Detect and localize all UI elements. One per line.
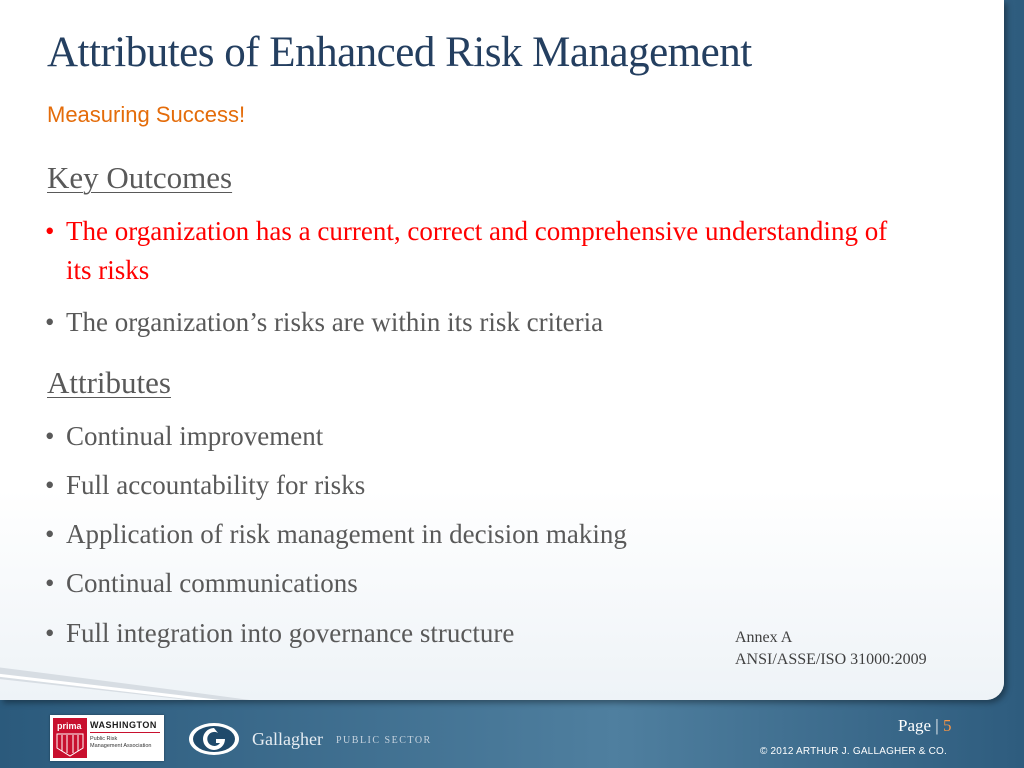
- bullet-marker: •: [45, 618, 55, 648]
- prima-washington-logo: [50, 715, 164, 761]
- attribute-item: [45, 466, 905, 505]
- standard-reference: ANSI/ASSE/ISO 31000:2009: [735, 651, 927, 668]
- bullet-marker: •: [45, 216, 55, 246]
- brand-name: Gallagher: [252, 729, 323, 749]
- bullet-marker: •: [45, 421, 55, 451]
- annex-label: Annex A: [735, 629, 793, 646]
- page-indicator: [898, 716, 951, 736]
- attribute-text: Application of risk management in decision making: [66, 519, 627, 549]
- attribute-item: [45, 614, 685, 653]
- attributes-heading: Attributes: [47, 365, 171, 400]
- prima-description: Public Risk Management Association: [90, 736, 152, 749]
- bullet-marker: •: [45, 307, 55, 337]
- decorative-swoosh: [0, 655, 260, 700]
- attribute-text: Continual improvement: [66, 421, 324, 451]
- page-number: 5: [942, 716, 952, 735]
- prima-state-label: WASHINGTON: [90, 720, 157, 730]
- outcome-item: [45, 212, 905, 290]
- attribute-text: Full integration into governance structure: [66, 618, 515, 648]
- attribute-item: [45, 564, 905, 603]
- attribute-item: [45, 515, 905, 554]
- page-label: Page |: [898, 716, 939, 735]
- prima-shield-icon: [53, 718, 87, 758]
- bullet-marker: •: [45, 519, 55, 549]
- prima-logo-word: prima: [57, 721, 82, 731]
- bullet-marker: •: [45, 568, 55, 598]
- copyright-notice: © 2012 ARTHUR J. GALLAGHER & CO.: [760, 746, 947, 757]
- slide-subtitle: Measuring Success!: [47, 102, 246, 127]
- slide-title: Attributes of Enhanced Risk Management: [47, 29, 752, 76]
- attribute-text: Continual communications: [66, 568, 358, 598]
- outcome-text: The organization’s risks are within its risk criteria: [66, 307, 604, 337]
- outcome-text: The organization has a current, correct and comprehensive understanding of its risks: [66, 216, 888, 285]
- bullet-marker: •: [45, 470, 55, 500]
- attribute-item: [45, 417, 905, 456]
- division-label: PUBLIC SECTOR: [336, 735, 432, 746]
- attribute-text: Full accountability for risks: [66, 470, 366, 500]
- key-outcomes-heading: Key Outcomes: [47, 160, 233, 195]
- annex-citation: [735, 627, 927, 671]
- gallagher-globe-icon: [188, 722, 240, 756]
- outcome-item: [45, 303, 905, 342]
